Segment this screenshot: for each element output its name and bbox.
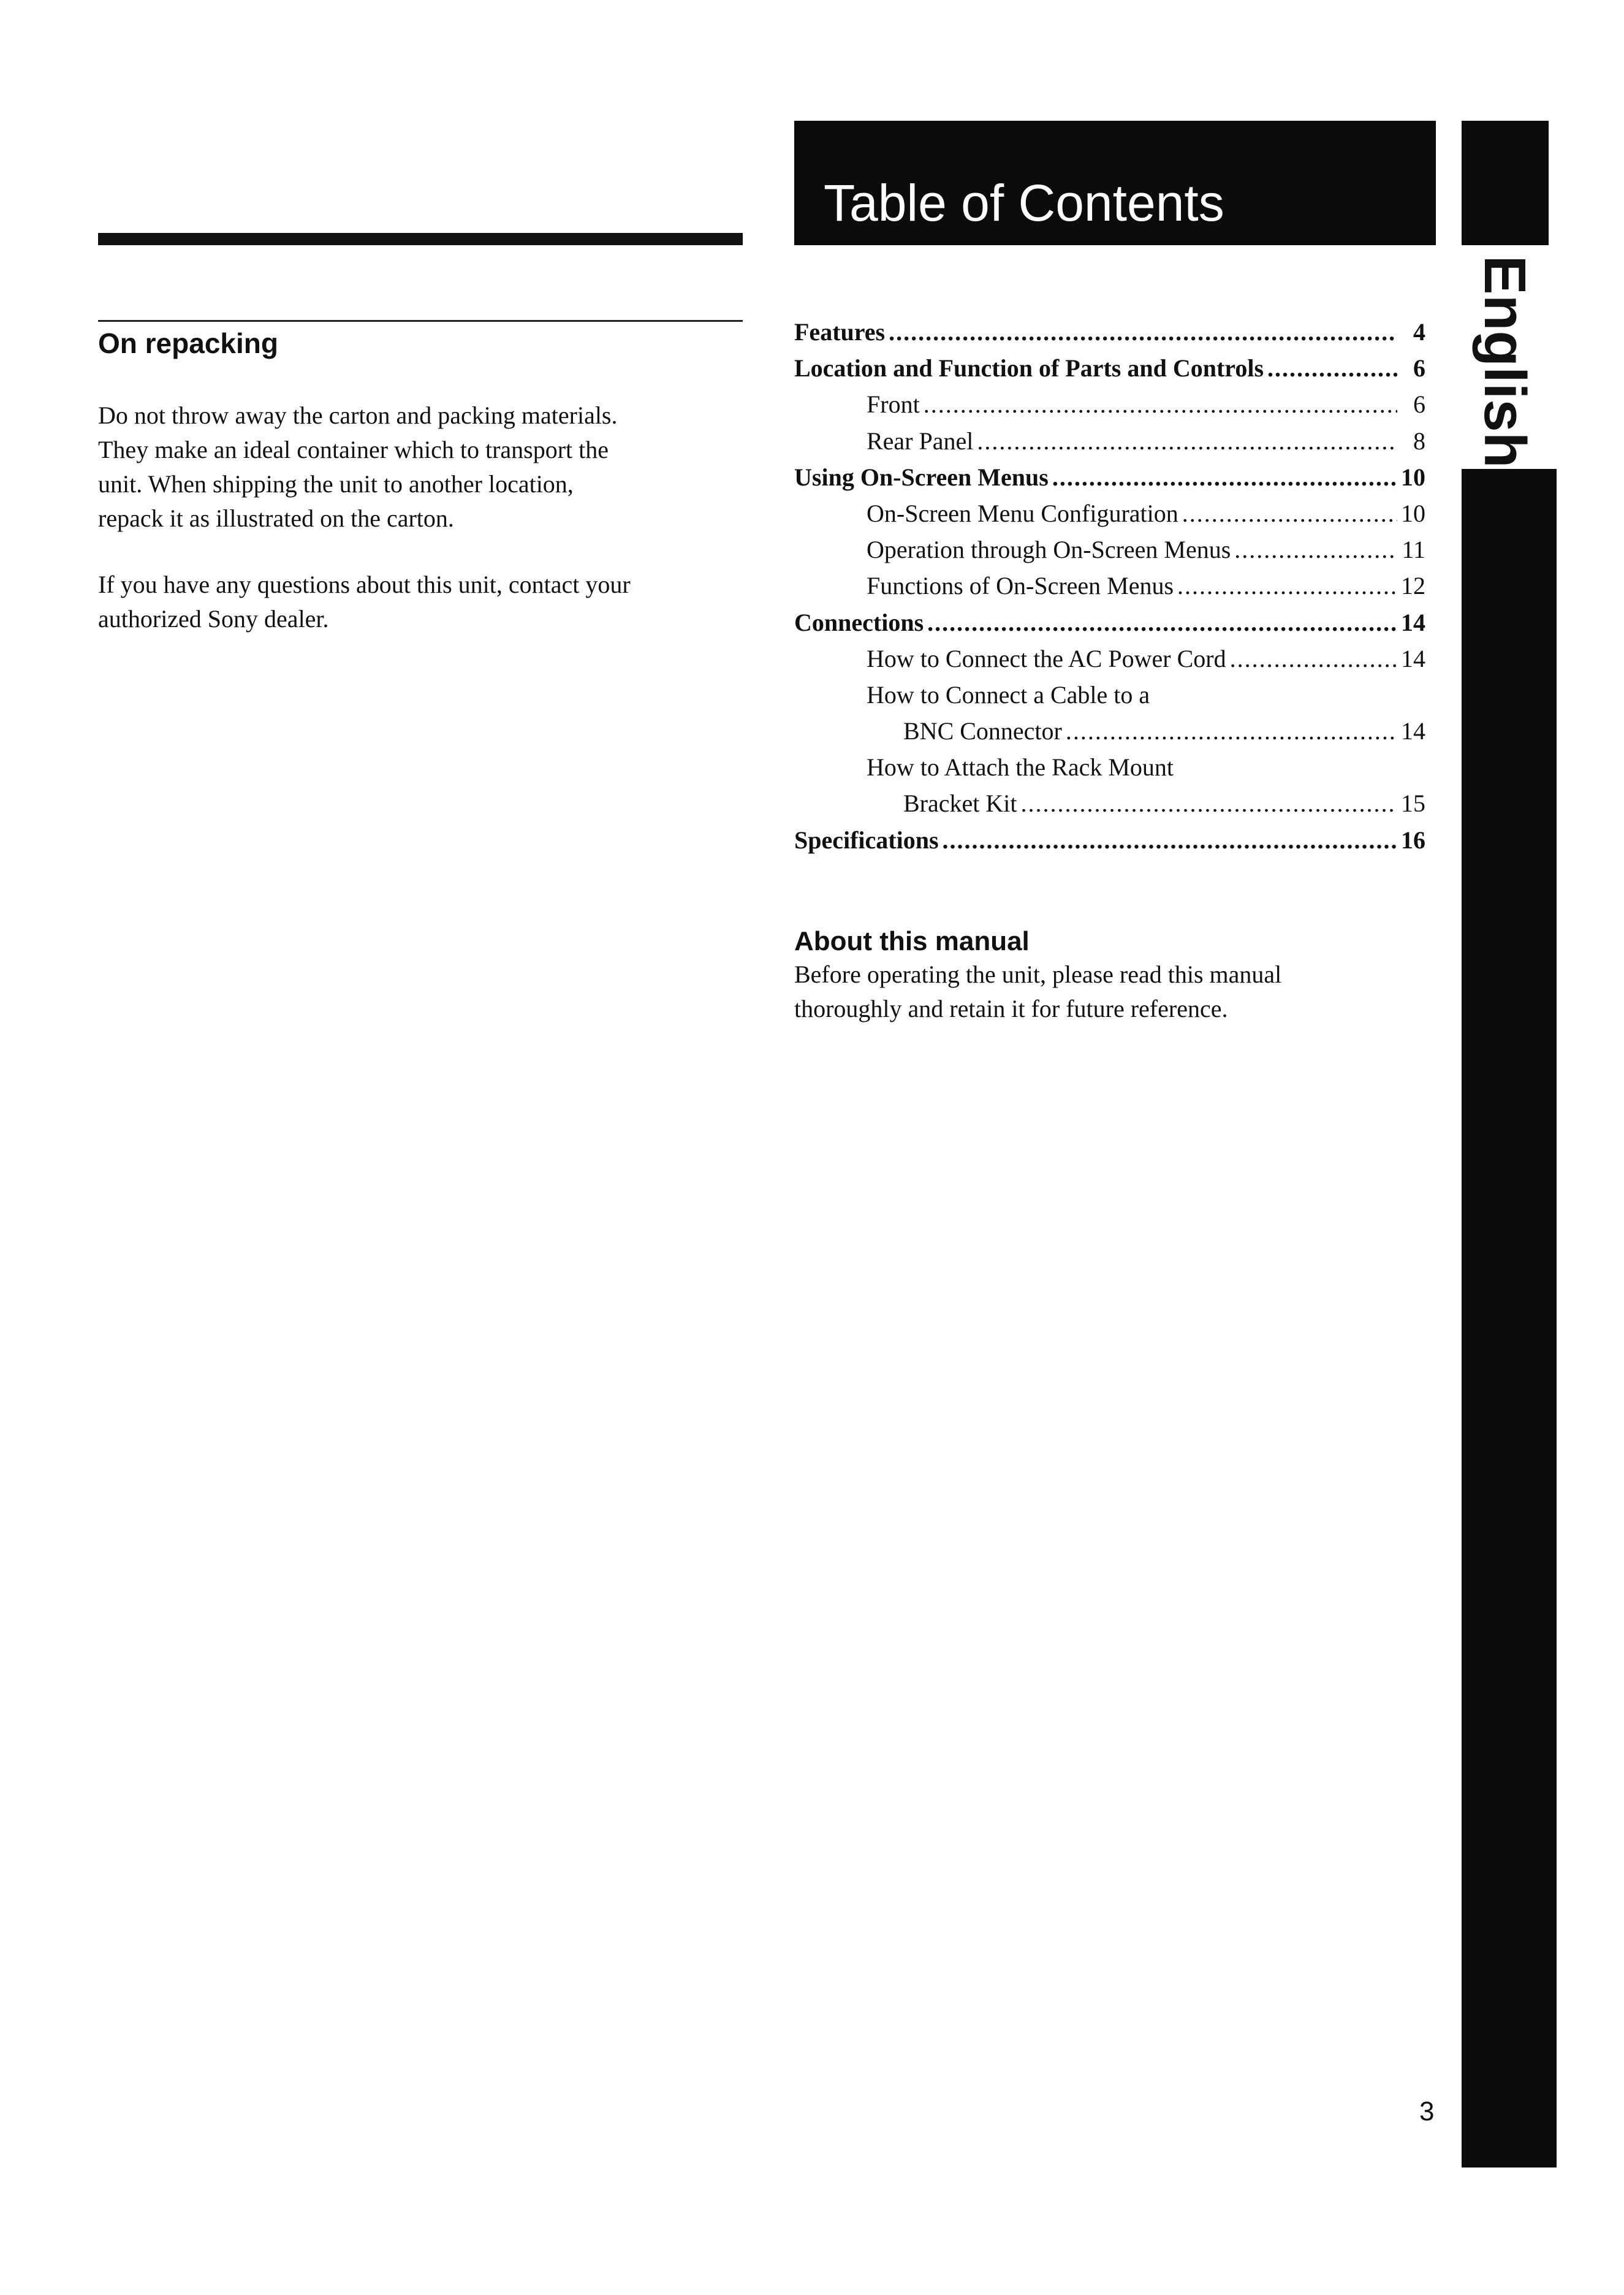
toc-entry-bracket-kit[interactable] bbox=[794, 785, 1425, 821]
paragraph-line: repack it as illustrated on the carton. bbox=[98, 504, 454, 532]
dot-leader bbox=[1066, 713, 1397, 749]
toc-page-number: 10 bbox=[1401, 499, 1425, 527]
toc-entry-title: Using On-Screen Menus bbox=[794, 463, 1049, 491]
toc-entry-title: How to Attach the Rack Mount bbox=[867, 753, 1174, 782]
language-label-text: English bbox=[1472, 255, 1538, 468]
toc-entry-ac-power-cord[interactable] bbox=[794, 641, 1425, 677]
toc-entry-title: BNC Connector bbox=[903, 717, 1062, 745]
toc-entry-title: Rear Panel bbox=[867, 427, 974, 455]
paragraph-line: authorized Sony dealer. bbox=[98, 605, 329, 633]
toc-entry-title: Bracket Kit bbox=[903, 790, 1017, 818]
language-tab-block bbox=[1462, 121, 1549, 245]
toc-entry-connect-cable[interactable] bbox=[794, 677, 1425, 713]
toc-page-number: 14 bbox=[1401, 717, 1425, 745]
toc-entry-bnc-connector[interactable] bbox=[794, 713, 1425, 749]
toc-entry-on-screen-menus[interactable] bbox=[794, 459, 1425, 495]
toc-entry-title: Specifications bbox=[794, 826, 939, 854]
toc-entry-rear-panel[interactable] bbox=[794, 423, 1425, 459]
paragraph-line: unit. When shipping the unit to another location, bbox=[98, 470, 574, 498]
dot-leader bbox=[1230, 641, 1397, 677]
dot-leader bbox=[1234, 531, 1397, 568]
about-paragraph bbox=[794, 957, 1432, 1026]
dot-leader bbox=[1052, 459, 1397, 495]
toc-entry-location-function[interactable] bbox=[794, 350, 1425, 386]
paragraph-line: If you have any questions about this unit, contact your bbox=[98, 571, 631, 598]
toc-entry-operation-menus[interactable] bbox=[794, 531, 1425, 568]
toc-entry-title: Features bbox=[794, 318, 886, 346]
language-tab-bar bbox=[1462, 469, 1557, 2168]
toc-page-number: 4 bbox=[1413, 318, 1425, 346]
section-rule bbox=[98, 233, 743, 245]
heading-rule bbox=[98, 320, 743, 322]
dot-leader bbox=[889, 314, 1397, 350]
title-bar bbox=[794, 121, 1436, 245]
toc-page-number: 10 bbox=[1401, 463, 1425, 491]
toc-entry-connections[interactable] bbox=[794, 604, 1425, 641]
toc-page-number: 11 bbox=[1402, 536, 1425, 564]
dot-leader bbox=[924, 386, 1397, 422]
toc-entry-title: Front bbox=[867, 390, 920, 419]
toc-page-number: 6 bbox=[1413, 390, 1425, 419]
about-heading: About this manual bbox=[794, 926, 1030, 956]
paragraph-line: thoroughly and retain it for future reference. bbox=[794, 995, 1228, 1022]
paragraph-line: Before operating the unit, please read this manual bbox=[794, 961, 1282, 988]
toc-entry-front[interactable] bbox=[794, 386, 1425, 422]
toc-entry-title: Connections bbox=[794, 608, 924, 636]
dot-leader bbox=[977, 423, 1397, 459]
paragraph-line: They make an ideal container which to transport the bbox=[98, 436, 609, 463]
toc-entry-title: Functions of On-Screen Menus bbox=[867, 572, 1174, 600]
questions-paragraph bbox=[98, 568, 748, 636]
dot-leader bbox=[1021, 785, 1398, 821]
toc-entry-features[interactable] bbox=[794, 314, 1425, 350]
toc-entry-title: How to Connect a Cable to a bbox=[867, 680, 1150, 709]
toc-page-number: 16 bbox=[1401, 826, 1425, 854]
dot-leader bbox=[943, 822, 1397, 858]
page-title: Table of Contents bbox=[824, 174, 1224, 232]
toc-entry-menu-configuration[interactable] bbox=[794, 495, 1425, 531]
toc-entry-title: On-Screen Menu Configuration bbox=[867, 499, 1178, 527]
dot-leader bbox=[1177, 568, 1397, 604]
toc-entry-title: How to Connect the AC Power Cord bbox=[867, 644, 1226, 672]
toc-entry-title: Operation through On-Screen Menus bbox=[867, 536, 1231, 564]
toc-page-number: 14 bbox=[1401, 608, 1425, 636]
toc-entry-rack-mount[interactable] bbox=[794, 749, 1425, 785]
toc-page-number: 6 bbox=[1413, 354, 1425, 382]
toc-entry-specifications[interactable] bbox=[794, 822, 1425, 858]
repacking-heading: On repacking bbox=[98, 327, 278, 359]
toc-page-number: 14 bbox=[1401, 644, 1425, 672]
toc-list bbox=[794, 314, 1425, 858]
toc-page-number: 8 bbox=[1413, 427, 1425, 455]
repacking-paragraph bbox=[98, 398, 748, 536]
toc-entry-title: Location and Function of Parts and Controls bbox=[794, 354, 1264, 382]
toc-page-number: 12 bbox=[1401, 572, 1425, 600]
paragraph-line: Do not throw away the carton and packing materials. bbox=[98, 402, 618, 429]
dot-leader bbox=[1267, 350, 1397, 386]
toc-page-number: 15 bbox=[1401, 790, 1425, 818]
dot-leader bbox=[927, 604, 1397, 641]
dot-leader bbox=[1182, 495, 1397, 531]
toc-entry-functions-menus[interactable] bbox=[794, 568, 1425, 604]
page-number: 3 bbox=[1419, 2096, 1435, 2126]
